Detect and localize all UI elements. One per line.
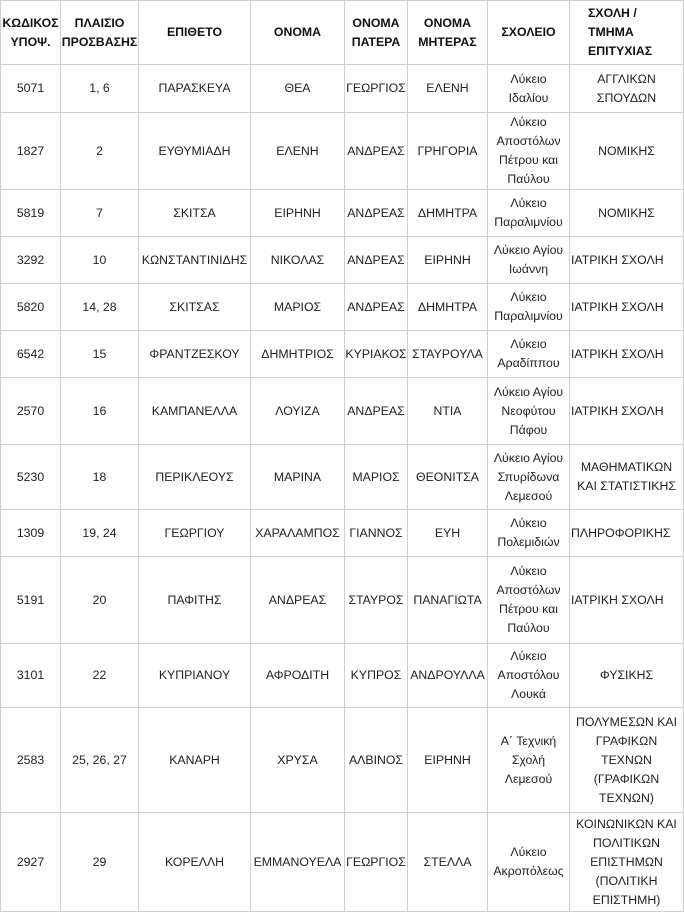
cell-code: 1309 bbox=[1, 510, 61, 557]
table-row bbox=[1, 331, 684, 378]
cell-school: Λύκειο Αποστόλου Λουκά bbox=[488, 644, 570, 708]
cell-name: ΜΑΡΙΟΣ bbox=[251, 284, 345, 331]
cell-father: ΜΑΡΙΟΣ bbox=[345, 445, 408, 510]
cell-box: 7 bbox=[61, 190, 139, 237]
cell-name: ΜΑΡΙΝΑ bbox=[251, 445, 345, 510]
cell-faculty: ΙΑΤΡΙΚΗ ΣΧΟΛΗ bbox=[570, 378, 684, 445]
cell-mother: ΕΙΡΗΝΗ bbox=[408, 237, 488, 284]
cell-surname: ΓΕΩΡΓΙΟΥ bbox=[139, 510, 251, 557]
cell-father: ΚΥΡΙΑΚΟΣ bbox=[345, 331, 408, 378]
cell-code: 3292 bbox=[1, 237, 61, 284]
cell-code: 3101 bbox=[1, 644, 61, 708]
cell-code: 6542 bbox=[1, 331, 61, 378]
cell-mother: ΝΤΙΑ bbox=[408, 378, 488, 445]
cell-father: ΓΙΑΝΝΟΣ bbox=[345, 510, 408, 557]
cell-name: ΑΦΡΟΔΙΤΗ bbox=[251, 644, 345, 708]
header-row bbox=[1, 1, 684, 65]
col-header-box: ΠΛΑΙΣΙΟ ΠΡΟΣΒΑΣΗΣ bbox=[61, 1, 139, 65]
cell-faculty: ΝΟΜΙΚΗΣ bbox=[570, 113, 684, 190]
cell-faculty: ΙΑΤΡΙΚΗ ΣΧΟΛΗ bbox=[570, 331, 684, 378]
cell-surname: ΠΑΡΑΣΚΕΥΑ bbox=[139, 65, 251, 113]
col-header-faculty: ΣΧΟΛΗ / ΤΜΗΜΑ ΕΠΙΤΥΧΙΑΣ bbox=[570, 1, 684, 65]
col-header-father: ΟΝΟΜΑ ΠΑΤΕΡΑ bbox=[345, 1, 408, 65]
cell-mother: ΔΗΜΗΤΡΑ bbox=[408, 190, 488, 237]
cell-name: ΘΕΑ bbox=[251, 65, 345, 113]
cell-mother: ΕΛΕΝΗ bbox=[408, 65, 488, 113]
cell-father: ΓΕΩΡΓΙΟΣ bbox=[345, 813, 408, 912]
cell-box: 2 bbox=[61, 113, 139, 190]
cell-name: ΕΜΜΑΝΟΥΕΛΑ bbox=[251, 813, 345, 912]
cell-mother: ΕΥΗ bbox=[408, 510, 488, 557]
cell-school: Λύκειο Αποστόλων Πέτρου και Παύλου bbox=[488, 113, 570, 190]
table-row bbox=[1, 708, 684, 813]
table-row bbox=[1, 813, 684, 912]
cell-code: 5191 bbox=[1, 557, 61, 644]
col-header-surname: ΕΠΙΘΕΤΟ bbox=[139, 1, 251, 65]
cell-box: 29 bbox=[61, 813, 139, 912]
cell-name: ΧΡΥΣΑ bbox=[251, 708, 345, 813]
table-row bbox=[1, 190, 684, 237]
cell-father: ΑΝΔΡΕΑΣ bbox=[345, 284, 408, 331]
cell-box: 25, 26, 27 bbox=[61, 708, 139, 813]
cell-faculty: ΙΑΤΡΙΚΗ ΣΧΟΛΗ bbox=[570, 557, 684, 644]
cell-faculty: ΝΟΜΙΚΗΣ bbox=[570, 190, 684, 237]
cell-surname: ΠΕΡΙΚΛΕΟΥΣ bbox=[139, 445, 251, 510]
cell-faculty: ΠΟΛΥΜΕΣΩΝ ΚΑΙ ΓΡΑΦΙΚΩΝ ΤΕΧΝΩΝ (ΓΡΑΦΙΚΩΝ ΤΕΧΝΩΝ) bbox=[570, 708, 684, 813]
cell-surname: ΚΩΝΣΤΑΝΤΙΝΙΔΗΣ bbox=[139, 237, 251, 284]
table-row bbox=[1, 65, 684, 113]
table-row bbox=[1, 284, 684, 331]
cell-father: ΓΕΩΡΓΙΟΣ bbox=[345, 65, 408, 113]
cell-faculty: ΦΥΣΙΚΗΣ bbox=[570, 644, 684, 708]
cell-school: Λύκειο Παραλιμνίου bbox=[488, 284, 570, 331]
cell-school: Λύκειο Ιδαλίου bbox=[488, 65, 570, 113]
cell-father: ΑΝΔΡΕΑΣ bbox=[345, 378, 408, 445]
cell-school: Λύκειο Αγίου Σπυρίδωνα Λεμεσού bbox=[488, 445, 570, 510]
cell-father: ΑΝΔΡΕΑΣ bbox=[345, 113, 408, 190]
cell-school: Λύκειο Παραλιμνίου bbox=[488, 190, 570, 237]
cell-box: 22 bbox=[61, 644, 139, 708]
cell-surname: ΚΑΜΠΑΝΕΛΛΑ bbox=[139, 378, 251, 445]
cell-box: 14, 28 bbox=[61, 284, 139, 331]
cell-surname: ΕΥΘΥΜΙΑΔΗ bbox=[139, 113, 251, 190]
cell-code: 2570 bbox=[1, 378, 61, 445]
cell-surname: ΣΚΙΤΣΑΣ bbox=[139, 284, 251, 331]
cell-school: Λύκειο Πολεμιδιών bbox=[488, 510, 570, 557]
cell-code: 2927 bbox=[1, 813, 61, 912]
cell-box: 15 bbox=[61, 331, 139, 378]
cell-father: ΑΛΒΙΝΟΣ bbox=[345, 708, 408, 813]
table-row bbox=[1, 378, 684, 445]
cell-name: ΧΑΡΑΛΑΜΠΟΣ bbox=[251, 510, 345, 557]
table-row bbox=[1, 113, 684, 190]
col-header-school: ΣΧΟΛΕΙΟ bbox=[488, 1, 570, 65]
table-row bbox=[1, 445, 684, 510]
cell-faculty: ΑΓΓΛΙΚΩΝ ΣΠΟΥΔΩΝ bbox=[570, 65, 684, 113]
cell-mother: ΘΕΟΝΙΤΣΑ bbox=[408, 445, 488, 510]
cell-code: 5819 bbox=[1, 190, 61, 237]
cell-father: ΑΝΔΡΕΑΣ bbox=[345, 190, 408, 237]
col-header-code: ΚΩΔΙΚΟΣ ΥΠΟΨ. bbox=[1, 1, 61, 65]
cell-name: ΕΙΡΗΝΗ bbox=[251, 190, 345, 237]
cell-school: Λύκειο Αποστόλων Πέτρου και Παύλου bbox=[488, 557, 570, 644]
cell-mother: ΣΤΑΥΡΟΥΛΑ bbox=[408, 331, 488, 378]
cell-name: ΑΝΔΡΕΑΣ bbox=[251, 557, 345, 644]
cell-faculty: ΠΛΗΡΟΦΟΡΙΚΗΣ bbox=[570, 510, 684, 557]
cell-name: ΕΛΕΝΗ bbox=[251, 113, 345, 190]
cell-faculty: ΜΑΘΗΜΑΤΙΚΩΝ ΚΑΙ ΣΤΑΤΙΣΤΙΚΗΣ bbox=[570, 445, 684, 510]
cell-name: ΛΟΥΙΖΑ bbox=[251, 378, 345, 445]
table-row bbox=[1, 510, 684, 557]
col-header-name: ΟΝΟΜΑ bbox=[251, 1, 345, 65]
cell-name: ΝΙΚΟΛΑΣ bbox=[251, 237, 345, 284]
cell-surname: ΣΚΙΤΣΑ bbox=[139, 190, 251, 237]
cell-mother: ΓΡΗΓΟΡΙΑ bbox=[408, 113, 488, 190]
cell-faculty: ΚΟΙΝΩΝΙΚΩΝ ΚΑΙ ΠΟΛΙΤΙΚΩΝ ΕΠΙΣΤΗΜΩΝ (ΠΟΛΙΤΙΚΗ ΕΠΙΣΤΗΜΗ) bbox=[570, 813, 684, 912]
cell-mother: ΔΗΜΗΤΡΑ bbox=[408, 284, 488, 331]
table-row bbox=[1, 644, 684, 708]
cell-surname: ΚΟΡΕΛΛΗ bbox=[139, 813, 251, 912]
cell-box: 18 bbox=[61, 445, 139, 510]
table-row bbox=[1, 557, 684, 644]
cell-mother: ΕΙΡΗΝΗ bbox=[408, 708, 488, 813]
cell-father: ΑΝΔΡΕΑΣ bbox=[345, 237, 408, 284]
table-row bbox=[1, 237, 684, 284]
cell-code: 5230 bbox=[1, 445, 61, 510]
cell-surname: ΠΑΦΙΤΗΣ bbox=[139, 557, 251, 644]
cell-box: 20 bbox=[61, 557, 139, 644]
cell-school: Α΄ Τεχνική Σχολή Λεμεσού bbox=[488, 708, 570, 813]
cell-code: 1827 bbox=[1, 113, 61, 190]
cell-school: Λύκειο Αραδίππου bbox=[488, 331, 570, 378]
cell-faculty: ΙΑΤΡΙΚΗ ΣΧΟΛΗ bbox=[570, 237, 684, 284]
cell-school: Λύκειο Αγίου Ιωάννη bbox=[488, 237, 570, 284]
cell-surname: ΚΑΝΑΡΗ bbox=[139, 708, 251, 813]
cell-code: 2583 bbox=[1, 708, 61, 813]
cell-father: ΚΥΠΡΟΣ bbox=[345, 644, 408, 708]
cell-school: Λύκειο Αγίου Νεοφύτου Πάφου bbox=[488, 378, 570, 445]
cell-box: 1, 6 bbox=[61, 65, 139, 113]
cell-mother: ΠΑΝΑΓΙΩΤΑ bbox=[408, 557, 488, 644]
cell-box: 10 bbox=[61, 237, 139, 284]
cell-surname: ΚΥΠΡΙΑΝΟΥ bbox=[139, 644, 251, 708]
cell-box: 16 bbox=[61, 378, 139, 445]
cell-mother: ΑΝΔΡΟΥΛΛΑ bbox=[408, 644, 488, 708]
cell-surname: ΦΡΑΝΤΖΕΣΚΟΥ bbox=[139, 331, 251, 378]
cell-school: Λύκειο Ακροπόλεως bbox=[488, 813, 570, 912]
cell-box: 19, 24 bbox=[61, 510, 139, 557]
col-header-mother: ΟΝΟΜΑ ΜΗΤΕΡΑΣ bbox=[408, 1, 488, 65]
cell-code: 5071 bbox=[1, 65, 61, 113]
cell-faculty: ΙΑΤΡΙΚΗ ΣΧΟΛΗ bbox=[570, 284, 684, 331]
cell-mother: ΣΤΕΛΛΑ bbox=[408, 813, 488, 912]
cell-father: ΣΤΑΥΡΟΣ bbox=[345, 557, 408, 644]
cell-code: 5820 bbox=[1, 284, 61, 331]
cell-name: ΔΗΜΗΤΡΙΟΣ bbox=[251, 331, 345, 378]
